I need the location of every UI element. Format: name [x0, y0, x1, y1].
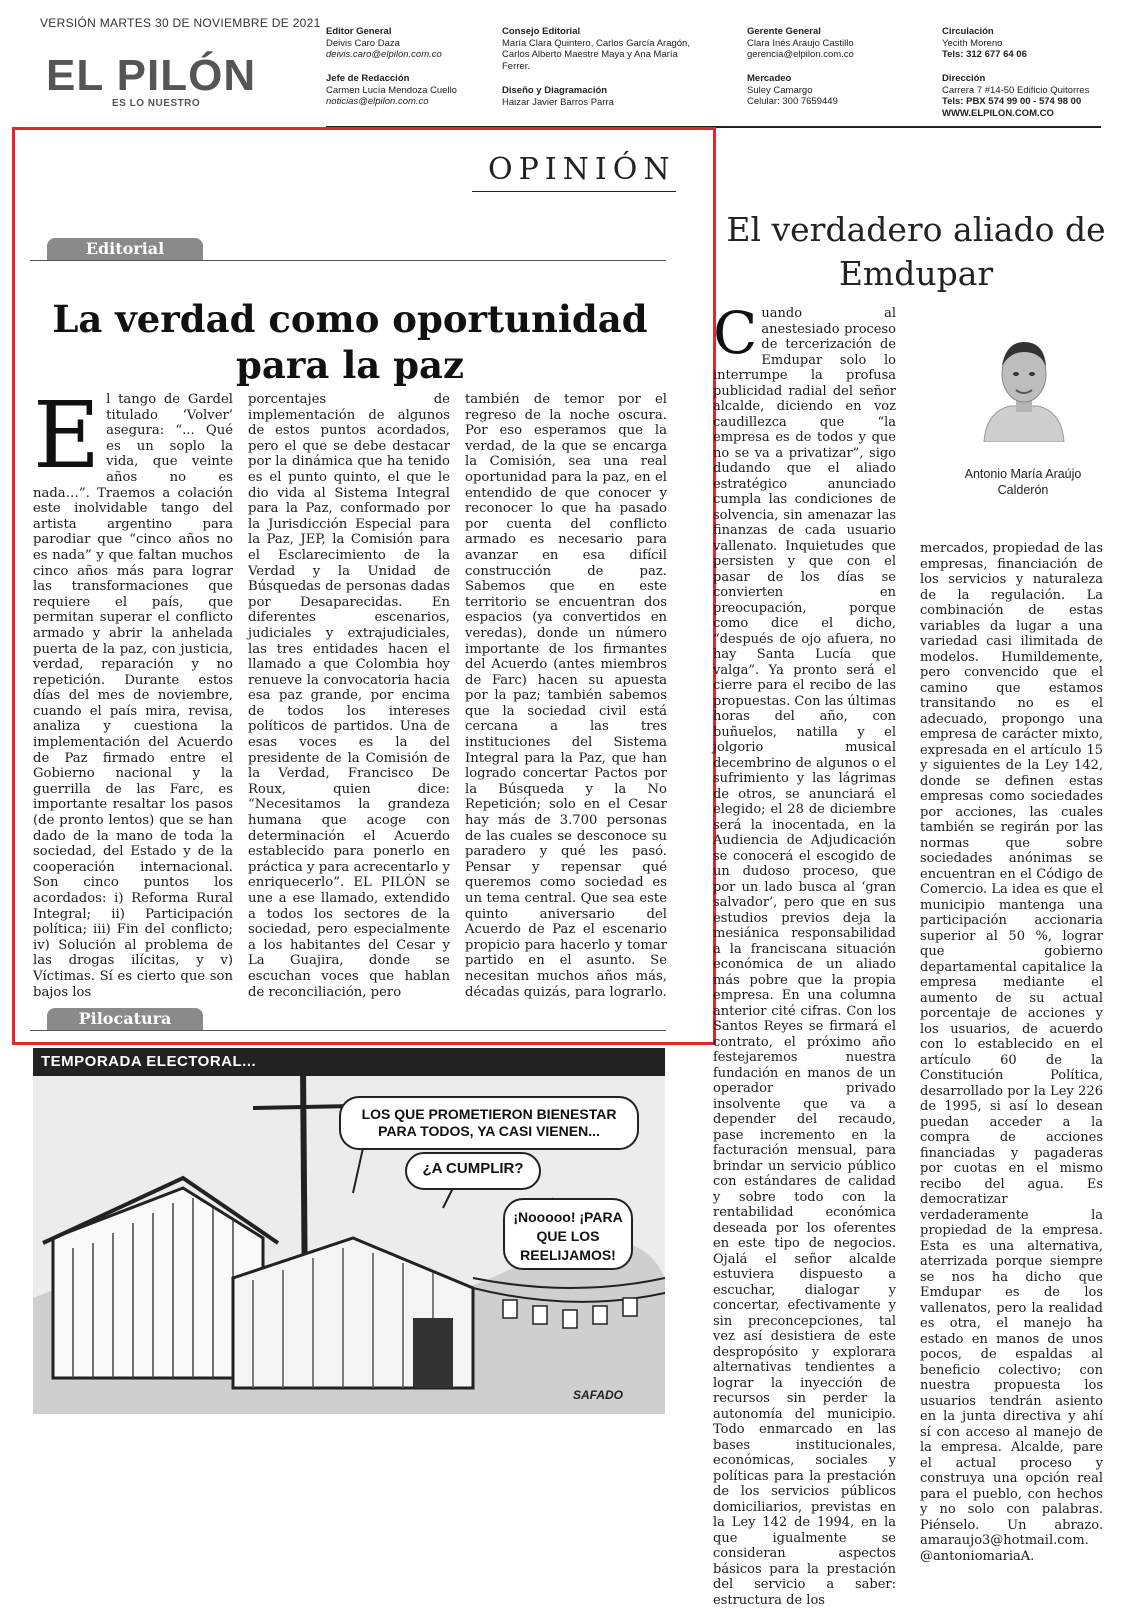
editorial-tab: Editorial — [47, 238, 203, 260]
highlight-frame — [12, 127, 716, 1045]
staff-block-address: Dirección Carrera 7 #14-50 Edificio Quitorres Tels: PBX 574 99 00 - 574 98 00 WWW.ELPILON.COM.CO — [942, 73, 1090, 119]
author-name: Antonio María Araújo Calderón — [964, 467, 1082, 497]
column-text-1: uando al anestesiado proceso de tercerización de Emdupar solo lo interrumpe la profusa publicidad radial del señor alcalde, diciendo en voz caudillezca que “la empresa es de todos y que no se va a privatizar”, sigo dudando que el aliado estratégico anunciado cumpla las condiciones de solvencia, sin amenazar las finanzas de cada usuario vallenato. Inquietudes que persisten y que con el pasar de los días se convierten en preocupación, porque como dice el dicho, “después de ojo afuera, no hay Santa Lucía que valga”. Ya pronto será el cierre para el recibo de las propuestas. Con las últimas horas del año, con buñuelos, natilla y el jolgorio musical decembrino de algunos o el sufrimiento y las lágrimas de otros, se anunciará el elegido; el 28 de diciembre será la inocentada, en la Audiencia de Adjudicación se conocerá el escogido de un dudoso proceso, que por un lado busca al ‘gran salvador’, pero que en sus estudios previos deja la mesiánica responsabilidad a la franciscana situación económica de un aliado más pobre que la propia empresa. En una columna anterior cité cifras. Con los Santos Reyes se firmará el contrato, el próximo año festejaremos nuestra fundación en manos de un operador privado insolvente que va a depender del recaudo, pase incremento en la facturación mensual, para brindar un servicio público con estándares de calidad y sobre todo con la rentabilidad económica deseada por los oferentes en este tipo de negocios. Ojalá el señor alcalde estuviera dispuesto a escuchar, dialogar y concertar, efectivamente y sin preconcepciones, tal vez así desistiera de este despropósito y explorara alternativas tendientes a lograr la inyección de recursos sin perder la autonomía del municipio. Todo enmarcado en las bases institucionales, económicas, sociales y políticas para la prestación de los servicios públicos domiciliarios, previstas en la Ley 142 de 1994, en la que igualmente se consideran aspectos básicos para la prestación del servicio a saber: estructura de los — [713, 306, 896, 1608]
speech-bubble-1: LOS QUE PROMETIERON BIENESTAR PARA TODOS, YA CASI VIENEN... — [339, 1096, 639, 1150]
section-title: OPINIÓN — [488, 152, 676, 187]
editorial-dropcap: E — [33, 382, 101, 489]
column-body-1 — [713, 299, 896, 1608]
staff-block-circulation: Circulación Yecith Moreno Tels: 312 677 64 06 — [942, 26, 1027, 60]
column-dropcap: C — [713, 299, 758, 367]
editorial-headline: La verdad como oportunidad para la paz — [52, 297, 648, 387]
staff-block-marketing: Mercadeo Suley Camargo Celular: 300 7659449 — [747, 73, 838, 107]
cartoon-tab: Pilocatura — [47, 1008, 203, 1030]
newspaper-logo: EL PILÓN — [46, 51, 257, 100]
author-photo — [980, 330, 1068, 442]
column-headline: El verdadero aliado de Emdupar — [726, 210, 1106, 293]
column-text-2: mercados, propiedad de las empresas, financiación de los servicios y naturaleza de la regulación. La combinación de estas variables da lugar a una variedad casi ilimitada de modelos. Humildemente, pero convencido que el camino que estamos transitando no es el adecuado, propongo una empresa de carácter mixto, expresada en el artículo 15 y siguientes de la Ley 142, donde se definen estas empresas como sociedades por acciones, las cuales también se regirán por las normas que sobre sociedades anónimas se encuentran en el Código de Comercio. La idea es que el municipio mantenga una participación accionaria superior al 50 %, lograr que gobierno departamental capitalice la empresa mediante el aumento de su actual porcentaje de acciones y los usuarios, de acuerdo con lo establecido en el artículo 60 de la Constitución Política, desarrollado por la Ley 226 de 1995, si así lo desean puedan acceder a la compra de acciones financiadas y pagaderas por cuotas en el mismo recibo del agua. Es democratizar verdaderamente la propiedad de la empresa. Esta es una alternativa, aterrizada porque siempre se nos ha dicho que Emdupar es de los vallenatos, pero la realidad es otra, el manejo ha estado en manos de unos pocos, de espaldas al beneficio colectivo; con nuestra propuesta los usuarios tendrán asiento en la junta directiva y ahí sí con acceso al manejo de la empresa. Alcalde, pare el actual proceso y construya una opción real para el pueblo, con hechos y no solo con palabras. Piénselo. Un abrazo. amaraujo3@hotmail.com. @antoniomariaA. — [920, 541, 1103, 1564]
staff-block-council: Consejo Editorial María Clara Quintero, Carlos García Aragón, Carlos Alberto Maestre Maya y Ana María Ferrer. — [502, 26, 690, 72]
staff-block-manager: Gerente General Clara Inés Araujo Castillo gerencia@elpilon.com.co — [747, 26, 854, 60]
editorial-text-3: también de temor por el regreso de la noche oscura. Por eso esperamos que la verdad, de la que se encarga la Comisión, sea una real oportunidad para la paz, en el entendido de que conocer y reconocer lo que ha pasado por cuenta del conflicto armado es necesario para avanzar en esa difícil construcción de paz. Sabemos que en este territorio se encuentran dos espacios (ya convertidos en veredas), donde un número importante de los firmantes del Acuerdo (antes miembros de Farc) hacen su apuesta por la paz; también sabemos que la sociedad civil está cercana a las tres instituciones del Sistema Integral para la Paz, que han logrado concertar Pactos por la Búsqueda y la No Repetición; solo en el Cesar hay más de 3.700 personas de las cuales se desconoce su paradero y qué les pasó. Pensar y repensar qué queremos como sociedad es un tema central. Que sea este quinto aniversario del Acuerdo de Paz el escenario propicio para hacerlo y tomar partido en el asunto. Se necesitan muchos años más, décadas quizás, para lograrlo. — [465, 392, 667, 1000]
cartoon-panel — [33, 1048, 665, 1414]
speech-bubble-2: ¿A CUMPLIR? — [405, 1152, 541, 1190]
column-body-2 — [920, 541, 1103, 1564]
edition-date: VERSIÓN MARTES 30 DE NOVIEMBRE DE 2021 — [40, 16, 321, 30]
cartoonist-signature: SAFADO — [573, 1388, 624, 1402]
staff-block-editor: Editor General Deivis Caro Daza deivis.caro@elpilon.com.co — [326, 26, 442, 60]
cartoon-title: TEMPORADA ELECTORAL... — [33, 1048, 665, 1076]
editorial-text-1: l tango de Gardel titulado ‘Volver’ asegura: “... Qué es un soplo la vida, que veinte años no es nada…”. Traemos a colación este inolvidable tango del artista argentino para parodiar que “cinco años no es nada” y que faltan muchos cinco años más para lograr las transformaciones que requiere el país, que permitan superar el conflicto armado y abrir la anhelada puerta de la paz, con justicia, verdad, reparación y no repetición. Durante estos días del mes de noviembre, cuando el país mira, revisa, analiza y cuestiona la implementación del Acuerdo de Paz firmado entre el Gobierno nacional y la guerrilla de las Farc, es importante resaltar los pasos (de pronto lentos) que se han dado de la mano de toda la sociedad, del Estado y de la cooperación internacional. Son cinco puntos los acordados: i) Reforma Rural Integral; ii) Participación política; iii) Fin del conflicto; iv) Solución al problema de las drogas ilícitas, y v) Víctimas. Sí es cierto que son bajos los — [33, 392, 233, 1000]
editorial-text-2: porcentajes de implementación de algunos de estos puntos acordados, pero el que se debe destacar por la dinámica que ha tenido es el punto quinto, el que le dio vida al Sistema Integral para la Paz, conformado por la Jurisdicción Especial para la Paz, JEP, la Comisión para el Esclarecimiento de la Verdad y la Unidad de Búsquedas de personas dadas por Desaparecidas. En diferentes escenarios, judiciales y extrajudiciales, las tres entidades hacen el llamado a que Colombia hoy renueve la convocatoria hacia esa paz grande, por encima de todos los intereses políticos de partidos. Una de esas voces es la del presidente de la Comisión de la Verdad, Francisco De Roux, quien dice: “Necesitamos la grandeza humana que acoge con determinación el Acuerdo establecido para ponerlo en práctica y para acrecentarlo y enriquecerlo”. EL PILÓN se une a ese llamado, extendido a todos los sectores de la sociedad, pero especialmente a los habitantes del Cesar y La Guajira, donde se escuchan voces que hablan de reconciliación, pero — [248, 392, 450, 1000]
staff-block-design: Diseño y Diagramación Haizar Javier Barros Parra — [502, 85, 614, 108]
newspaper-tagline: ES LO NUESTRO — [112, 98, 201, 109]
staff-block-chief: Jefe de Redacción Carmen Lucía Mendoza Cuello noticias@elpilon.com.co — [326, 73, 457, 107]
speech-bubble-3: ¡Nooooo! ¡PARA QUE LOS REELIJAMOS! — [503, 1198, 633, 1270]
